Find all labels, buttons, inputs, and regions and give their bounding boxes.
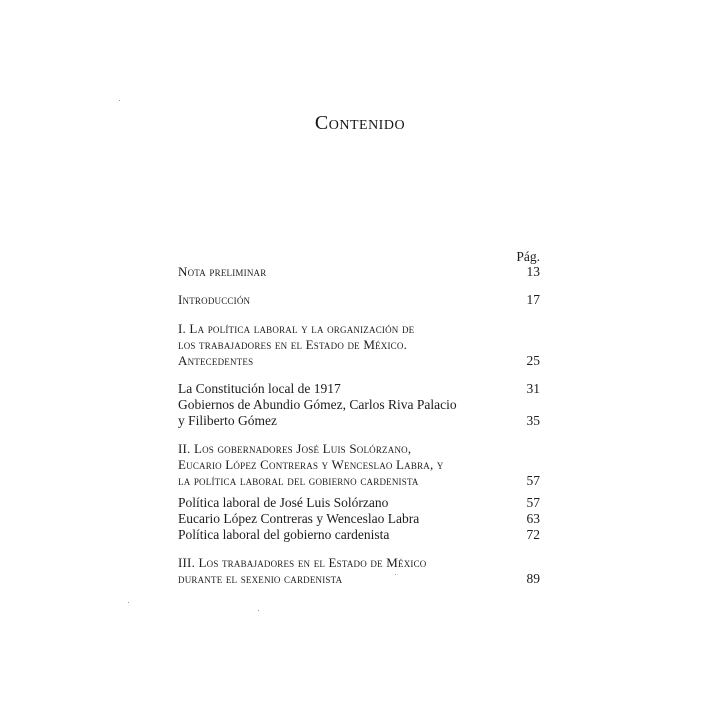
toc-entry-chapter-1-end [178,353,540,369]
toc-entry-title-line-3: la política laboral del gobierno cardenista [178,473,419,488]
toc-entry-title-line-2: Eucario López Contreras y Wenceslao Labra, y [178,457,444,472]
scan-speck [395,574,396,575]
toc-entry-politica-solorzano[interactable] [178,495,540,511]
toc-entry-title-line-2: durante el sexenio cardenista [178,571,343,586]
scan-speck [258,610,259,611]
toc-entry-page: 31 [526,381,540,396]
toc-entry-title-line-1: Gobiernos de Abundio Gómez, Carlos Riva Palacio [178,397,457,412]
toc-entry-gobiernos[interactable] [178,397,540,413]
toc-entry-title: La Constitución local de 1917 [178,381,341,396]
toc-entry-page: 13 [526,264,540,279]
scan-speck [128,602,129,603]
page-title: Contenido [314,112,406,134]
toc-entry-page: 57 [526,473,540,488]
scan-speck [119,100,120,101]
toc-entry-page: 57 [526,495,540,510]
toc-entry-chapter-3-end [178,571,540,587]
toc-entry-title-line-3: Antecedentes [178,353,254,368]
toc-entry-title-line-1: II. Los gobernadores José Luis Solórzano, [178,441,412,456]
toc-entry-chapter-1[interactable] [178,321,540,337]
toc-entry-chapter-2-cont [178,457,540,473]
toc-entry-politica-cardenista[interactable] [178,527,540,543]
toc-entry-page: 25 [526,353,540,368]
toc-entry-page: 72 [526,527,540,542]
toc-entry-lopez-labra[interactable] [178,511,540,527]
toc-entry-nota-preliminar[interactable] [178,264,540,280]
toc-entry-introduccion[interactable] [178,292,540,308]
toc-entry-title-line-2: y Filiberto Gómez [178,413,277,428]
toc-entry-title-line-2: los trabajadores en el Estado de México. [178,337,408,352]
toc-entry-page: 35 [526,413,540,428]
toc-entry-constitucion-local[interactable] [178,381,540,397]
toc-entry-title-line-1: III. Los trabajadores en el Estado de México [178,555,427,570]
toc-entry-chapter-2-end [178,473,540,489]
toc-entry-gobiernos-end [178,413,540,429]
toc-entry-title: Eucario López Contreras y Wenceslao Labra [178,511,420,526]
toc-entry-title: Política laboral del gobierno cardenista [178,527,390,542]
page-column-header: Pág. [516,249,540,264]
toc-entry-title: Nota preliminar [178,264,267,279]
toc-entry-title: Política laboral de José Luis Solórzano [178,495,389,510]
toc-entry-page: 89 [526,571,540,586]
toc-entry-title-line-1: I. La política laboral y la organización de [178,321,415,336]
toc-entry-page: 63 [526,511,540,526]
toc-entry-page: 17 [526,292,540,307]
toc-entry-chapter-3[interactable] [178,555,540,571]
toc-entry-title: Introducción [178,292,251,307]
toc-entry-chapter-2[interactable] [178,441,540,457]
toc-entry-chapter-1-cont [178,337,540,353]
